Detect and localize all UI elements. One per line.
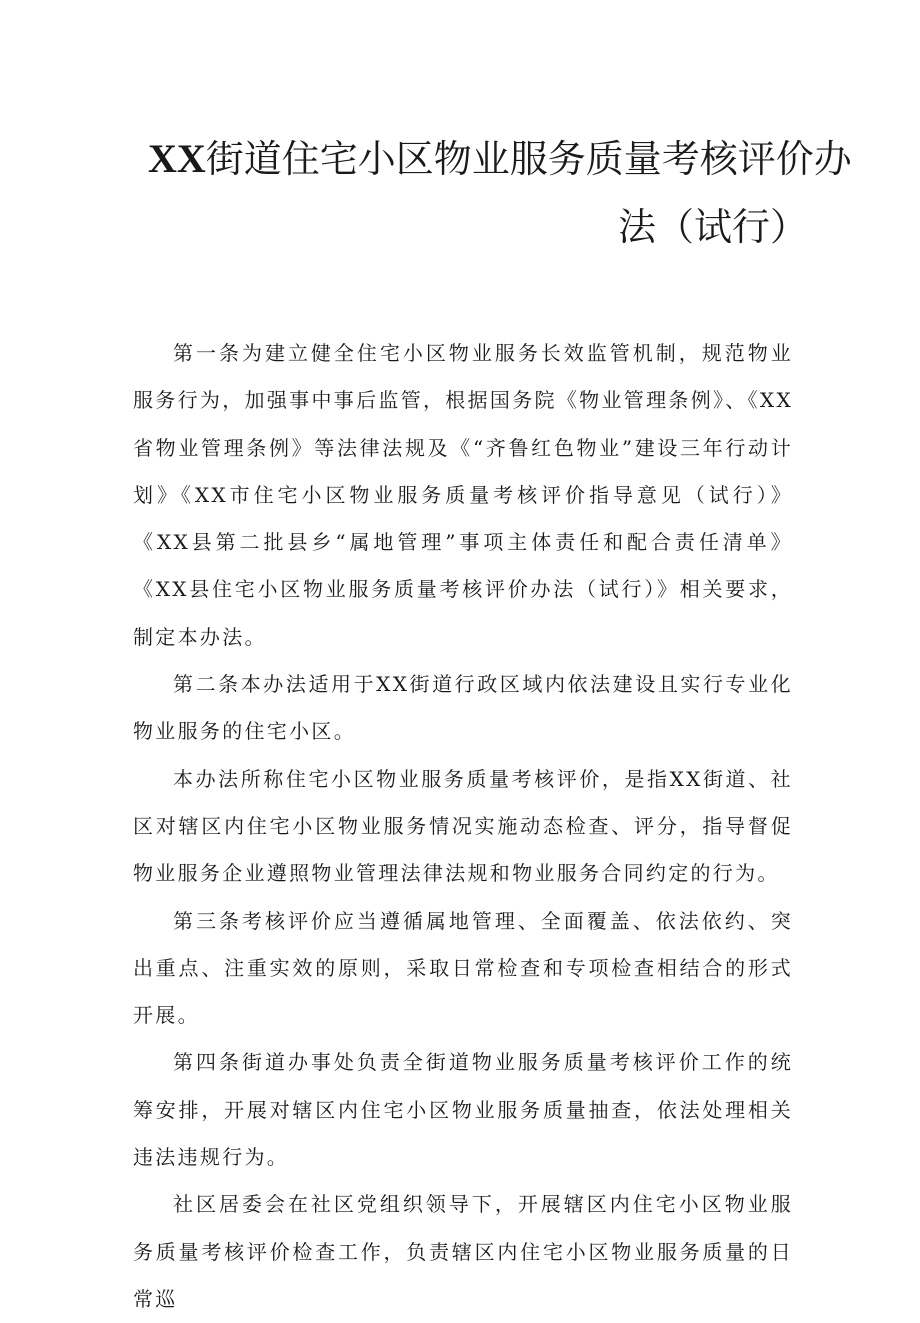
paragraph-article-1: 第一条为建立健全住宅小区物业服务长效监管机制，规范物业服务行为，加强事中事后监管，根据国务院《物业管理条例》、《XX省物业管理条例》等法律法规及《“齐鲁红色物业”建设三年行动计划》《XX市住宅小区物业服务质量考核评价指导意见（试行）》《XX县第二批县乡“属地管理”事项主体责任和配合责任清单》《XX县住宅小区物业服务质量考核评价办法（试行）》相关要求，制定本办法。 xyxy=(133,341,793,649)
paragraph-article-4: 第四条街道办事处负责全街道物业服务质量考核评价工作的统筹安排，开展对辖区内住宅小区物业服务质量抽查，依法处理相关违法违规行为。 xyxy=(133,1050,793,1170)
title-line-1-text: 街道住宅小区物业服务质量考核评价办 xyxy=(205,137,852,181)
paragraph-community-committee: 社区居委会在社区党组织领导下，开展辖区内住宅小区物业服务质量考核评价检查工作，负责辖区内住宅小区物业服务质量的日常巡 xyxy=(133,1192,793,1311)
document-title-line-1 xyxy=(148,128,852,183)
paragraph-article-3: 第三条考核评价应当遵循属地管理、全面覆盖、依法依约、突出重点、注重实效的原则，采取日常检查和专项检查相结合的形式开展。 xyxy=(133,908,793,1028)
document-title-line-2: 法（试行） xyxy=(618,205,809,249)
paragraph-article-2: 第二条本办法适用于XX街道行政区域内依法建设且实行专业化物业服务的住宅小区。 xyxy=(133,672,793,744)
document-body xyxy=(133,330,793,1323)
title-prefix: XX xyxy=(148,136,206,181)
paragraph-definition: 本办法所称住宅小区物业服务质量考核评价，是指XX街道、社区对辖区内住宅小区物业服务情况实施动态检查、评分，指导督促物业服务企业遵照物业管理法律法规和物业服务合同约定的行为。 xyxy=(133,766,793,886)
